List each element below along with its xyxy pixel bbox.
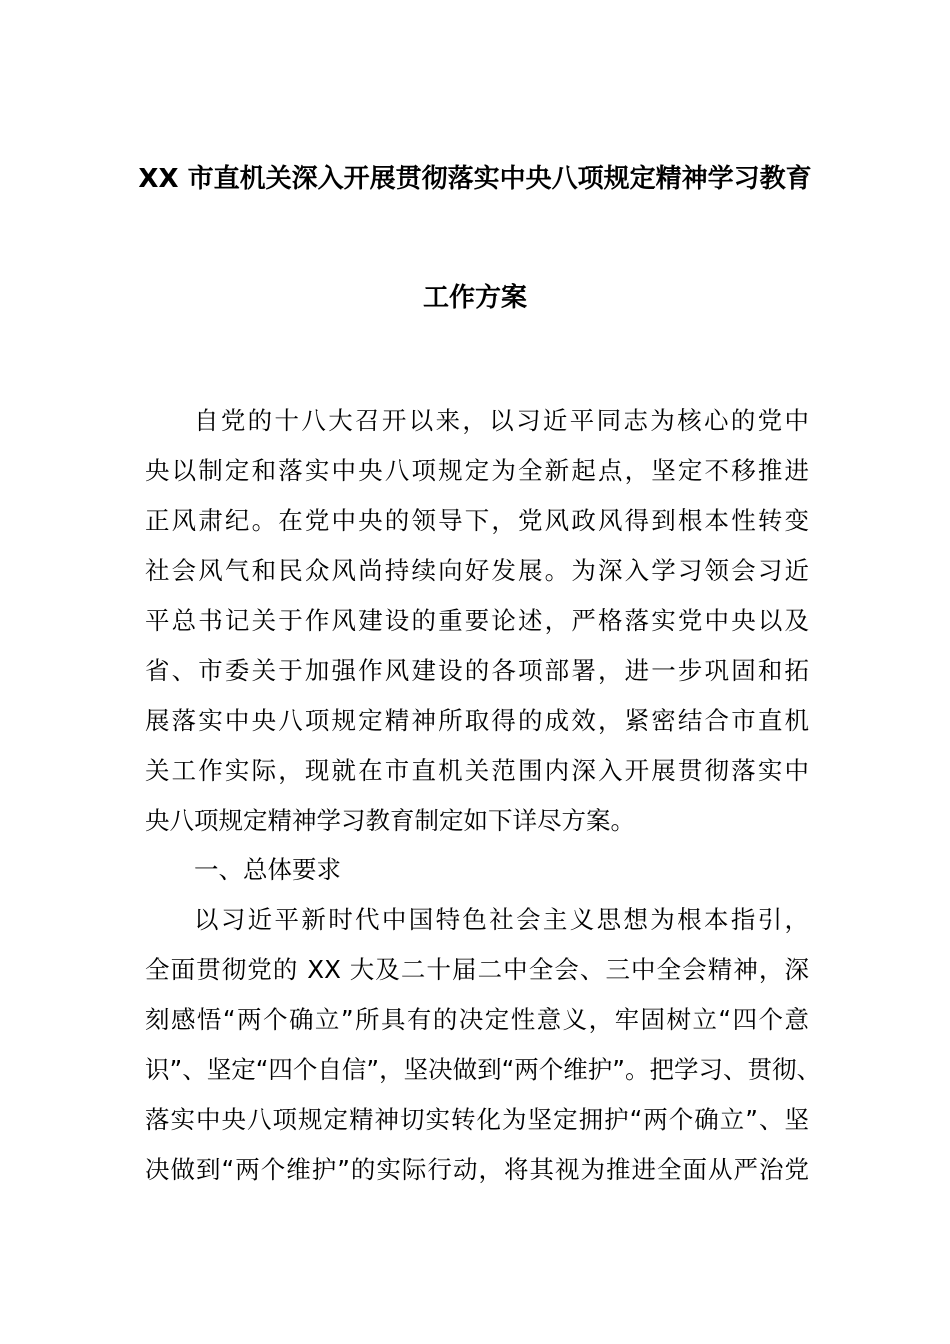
paragraph-introduction (145, 396, 809, 846)
paragraph-line: 央八项规定精神学习教育制定如下详尽方案。 (145, 806, 635, 835)
paragraph-line: 自党的十八大召开以来，以习近平同志为核心的党中 (194, 406, 809, 435)
paragraph-line: 关工作实际，现就在市直机关范围内深入开展贯彻落实中 (145, 756, 809, 785)
section-heading-general-requirements (145, 845, 809, 895)
section-heading-text: 一、总体要求 (194, 855, 341, 884)
paragraph-line: 全面贯彻党的 XX 大及二十届二中全会、三中全会精神，深 (145, 955, 809, 984)
paragraph-line: 落实中央八项规定精神切实转化为坚定拥护“两个确立”、坚 (145, 1105, 809, 1134)
paragraph-line: 展落实中央八项规定精神所取得的成效，紧密结合市直机 (145, 706, 809, 735)
paragraph-line: 刻感悟“两个确立”所具有的决定性意义，牢固树立“四个意 (145, 1005, 809, 1034)
document-title-line-1: XX 市直机关深入开展贯彻落实中央八项规定精神学习教育 (138, 164, 812, 194)
paragraph-general-requirements (145, 895, 821, 1195)
paragraph-line: 以习近平新时代中国特色社会主义思想为根本指引， (194, 905, 809, 934)
document-title-line-2: 工作方案 (422, 283, 527, 313)
paragraph-line: 正风肃纪。在党中央的领导下，党风政风得到根本性转变 (145, 506, 809, 535)
paragraph-line: 省、市委关于加强作风建设的各项部署，进一步巩固和拓 (145, 656, 809, 685)
paragraph-line: 平总书记关于作风建设的重要论述，严格落实党中央以及 (145, 606, 809, 635)
paragraph-line: 社会风气和民众风尚持续向好发展。为深入学习领会习近 (145, 556, 809, 585)
paragraph-line: 央以制定和落实中央八项规定为全新起点，坚定不移推进 (145, 456, 809, 485)
paragraph-line: 决做到“两个维护”的实际行动，将其视为推进全面从严治党 (145, 1155, 809, 1184)
paragraph-line: 识”、坚定“四个自信”，坚决做到“两个维护”。把学习、贯彻、 (145, 1055, 821, 1084)
